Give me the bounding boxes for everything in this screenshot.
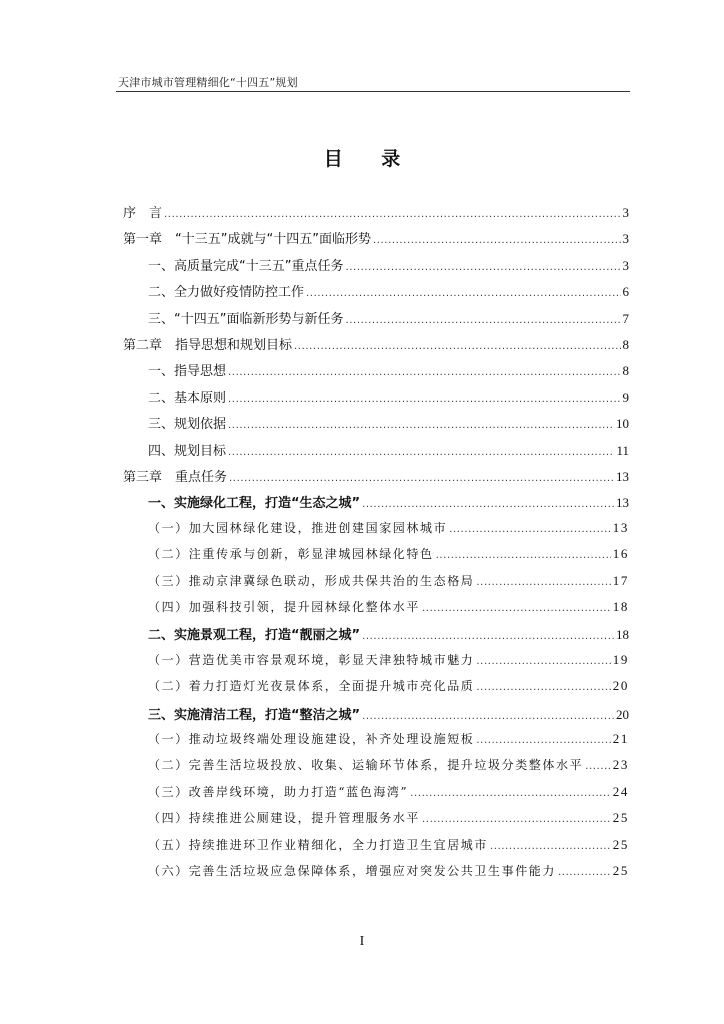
dot-leader — [422, 814, 611, 825]
dot-leader — [476, 577, 610, 588]
toc-entry-label: 四、规划目标 — [148, 443, 227, 459]
toc-entry-page: 17 — [612, 572, 629, 588]
toc-entry-page: 25 — [612, 836, 629, 852]
toc-entry[interactable] — [148, 255, 629, 274]
dot-leader — [228, 367, 620, 378]
toc-entry[interactable] — [123, 202, 629, 221]
dot-leader — [422, 603, 611, 614]
toc-entry[interactable] — [148, 756, 629, 773]
toc-entry-page: 8 — [622, 363, 629, 379]
toc-entry-label: （一）加大园林绿化建设，推进创建国家园林城市 — [148, 520, 448, 535]
toc-entry-page: 11 — [616, 442, 629, 458]
toc-entry-page: 16 — [612, 546, 629, 562]
dot-leader — [362, 631, 614, 642]
dot-leader — [306, 288, 620, 299]
toc-entry-page: 13 — [616, 495, 629, 511]
toc-entry-label: 一、实施绿化工程，打造“生态之城” — [148, 496, 361, 512]
dot-leader — [449, 524, 611, 535]
toc-entry-page: 8 — [622, 337, 629, 352]
toc-entry[interactable] — [148, 308, 629, 327]
toc-entry[interactable] — [148, 598, 629, 615]
toc-entry-label: （一）营造优美市容景观环境，彰显天津独特城市魅力 — [148, 652, 475, 667]
toc-entry[interactable] — [148, 413, 629, 432]
toc-entry-page: 24 — [612, 783, 629, 799]
dot-leader — [490, 841, 611, 852]
toc-entry-page: 20 — [612, 678, 629, 694]
dot-leader — [558, 867, 611, 878]
toc-entry-page: 20 — [616, 706, 629, 722]
toc-entry[interactable] — [123, 228, 629, 247]
dot-leader — [476, 735, 610, 746]
dot-leader — [362, 499, 614, 510]
toc-entry-label: 一、指导思想 — [148, 364, 227, 380]
toc-entry-page: 3 — [622, 205, 629, 220]
toc-entry-page: 18 — [616, 627, 629, 643]
toc-entry-label: （二）注重传承与创新，彰显津城园林绿化特色 — [148, 547, 434, 562]
toc-entry-page: 21 — [612, 731, 629, 746]
toc-entry-label: （四）持续推进公厕建设，提升管理服务水平 — [148, 811, 421, 826]
dot-leader — [345, 262, 620, 273]
toc-entry[interactable] — [148, 651, 629, 668]
toc-title: 目 录 — [323, 148, 417, 170]
toc-entry[interactable] — [123, 466, 629, 485]
toc-entry[interactable] — [123, 334, 629, 353]
toc-entry[interactable] — [148, 545, 629, 562]
toc-entry[interactable] — [148, 677, 629, 694]
toc-entry-label: （二）完善生活垃圾投放、收集、运输环节体系，提升垃圾分类整体水平 — [148, 758, 584, 773]
toc-entry-page: 7 — [622, 310, 629, 326]
dot-leader — [362, 711, 614, 722]
toc-entry-page: 13 — [616, 469, 629, 484]
toc-entry-page: 23 — [612, 757, 629, 773]
dot-leader — [345, 315, 620, 326]
toc-entry[interactable] — [148, 492, 629, 511]
toc-entry-label: 二、实施景观工程，打造“靓丽之城” — [148, 628, 361, 644]
dot-leader — [229, 473, 614, 484]
toc-entry[interactable] — [148, 519, 629, 536]
toc-entry-page: 25 — [612, 863, 629, 878]
toc-entry[interactable] — [148, 809, 629, 826]
toc-entry-label: （三）改善岸线环境，助力打造“蓝色海湾” — [148, 784, 409, 799]
toc-entry-label: 二、基本原则 — [148, 390, 227, 406]
toc-entry[interactable] — [148, 624, 629, 643]
dot-leader — [228, 394, 620, 405]
toc-entry-label: （五）持续推进环卫作业精细化，全力打造卫生宜居城市 — [148, 837, 489, 852]
toc-entry[interactable] — [148, 783, 629, 800]
toc-entry[interactable] — [148, 281, 629, 300]
dot-leader — [410, 788, 611, 799]
toc-entry-label: （六）完善生活垃圾应急保障体系，增强应对突发公共卫生事件能力 — [148, 864, 557, 878]
toc-entry-label: 第二章 指导思想和规划目标 — [123, 338, 293, 353]
dot-leader — [373, 235, 621, 246]
toc-entry-label: 三、规划依据 — [148, 417, 227, 433]
toc-entry-page: 19 — [612, 651, 629, 667]
toc-entry[interactable] — [148, 440, 629, 459]
toc-entry[interactable] — [148, 730, 629, 747]
toc-entry-label: 三、“十四五”面临新形势与新任务 — [148, 311, 344, 327]
toc-entry-page: 3 — [622, 231, 629, 247]
toc-entry-label: （四）加强科技引领，提升园林绿化整体水平 — [148, 600, 421, 614]
toc-entry-page: 3 — [622, 257, 629, 273]
page-number: I — [359, 934, 365, 949]
dot-leader — [436, 550, 611, 561]
toc-entry[interactable] — [148, 836, 629, 853]
toc-entry-page: 18 — [612, 599, 629, 614]
toc-entry[interactable] — [148, 704, 629, 723]
dot-leader — [476, 656, 610, 667]
toc-entry-page: 6 — [622, 284, 629, 300]
dot-leader — [228, 420, 614, 431]
toc-entry-page: 13 — [612, 519, 629, 535]
toc-entry-label: （一）推动垃圾终端处理设施建设，补齐处理设施短板 — [148, 732, 475, 746]
toc-entry[interactable] — [148, 862, 629, 879]
toc-entry-label: 第一章 “十三五”成就与“十四五”面临形势 — [123, 232, 371, 248]
toc-entry-label: 三、实施清洁工程，打造“整洁之城” — [148, 707, 361, 723]
dot-leader — [585, 761, 611, 772]
toc-entry[interactable] — [148, 360, 629, 379]
toc-entry-page: 25 — [612, 810, 629, 826]
dot-leader — [164, 209, 620, 220]
toc-entry-label: 二、全力做好疫情防控工作 — [148, 285, 305, 301]
toc-entry-label: 一、高质量完成“十三五”重点任务 — [148, 258, 344, 274]
toc-entry-label: （三）推动京津冀绿色联动，形成共保共治的生态格局 — [148, 573, 475, 588]
toc-entry-page: 9 — [622, 389, 629, 405]
dot-leader — [294, 341, 620, 352]
running-header: 天津市城市管理精细化“十四五”规划 — [118, 76, 298, 89]
dot-leader — [476, 682, 610, 693]
toc-entry-label: 序 言 — [123, 206, 163, 221]
toc-entry-label: 第三章 重点任务 — [123, 470, 228, 485]
toc-entry-page: 10 — [616, 416, 629, 432]
toc-entry[interactable] — [148, 387, 629, 406]
toc-entry[interactable] — [148, 572, 629, 589]
toc-entry-label: （二）着力打造灯光夜景体系，全面提升城市亮化品质 — [148, 679, 475, 694]
dot-leader — [228, 447, 614, 458]
